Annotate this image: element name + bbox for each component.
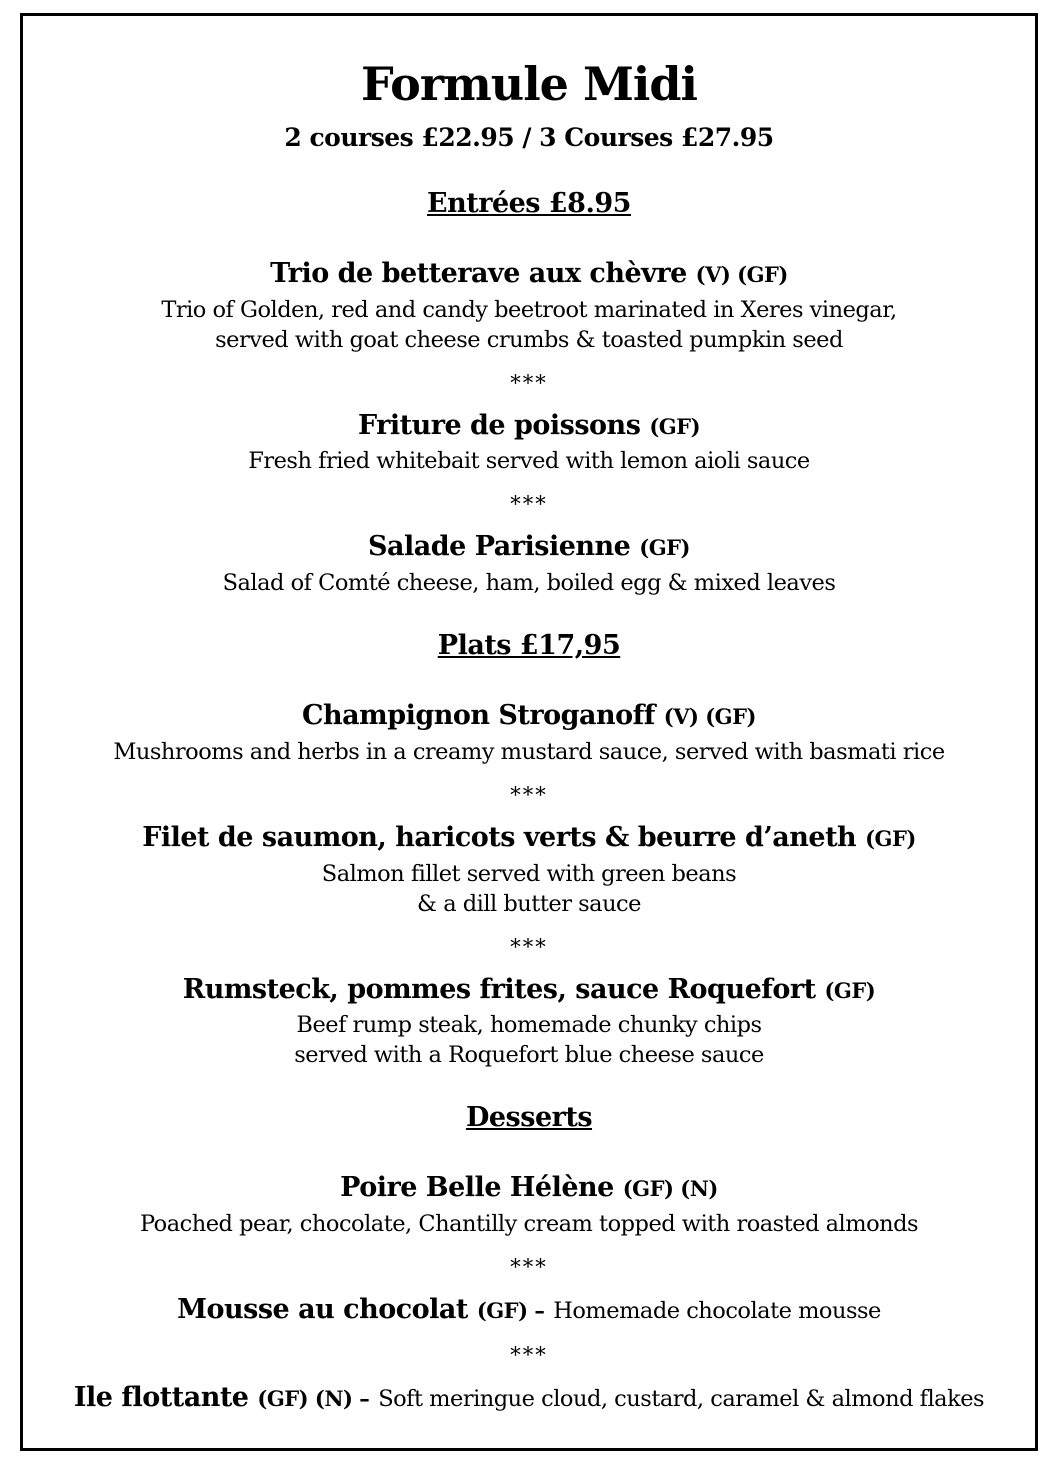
section-heading-entrees: Entrées £8.95: [427, 187, 631, 219]
item-dietary-tags: (V) (GF): [695, 261, 788, 287]
item-dietary-tags: (V) (GF): [663, 704, 756, 730]
section-desserts: [53, 1102, 1005, 1133]
menu-item-ile-flottante: [53, 1381, 1005, 1415]
item-separator: ***: [510, 370, 548, 395]
item-dietary-tags: (GF): [639, 535, 690, 561]
menu-item-friture-de-poissons: [53, 409, 1005, 477]
item-name: Rumsteck, pommes frites, sauce Roquefort: [182, 973, 816, 1005]
section-heading-desserts: Desserts: [465, 1102, 593, 1134]
item-description: Mushrooms and herbs in a creamy mustard sauce, served with basmati rice: [113, 738, 945, 765]
item-name: Champignon Stroganoff: [302, 700, 655, 732]
menu-item-filet-de-saumon: [53, 821, 1005, 919]
item-description: Trio of Golden, red and candy beetroot marinated in Xeres vinegar, served with goat cheese crumbs & toasted pumpkin seed: [161, 296, 897, 353]
item-dietary-tags: (GF): [865, 825, 916, 851]
item-separator: ***: [510, 934, 548, 959]
item-dietary-tags: (GF): [824, 977, 876, 1003]
menu-item-mousse-au-chocolat: [53, 1293, 1005, 1327]
item-description: Salmon fillet served with green beans & a dill butter sauce: [321, 860, 737, 917]
menu-item-trio-de-betterave: [53, 257, 1005, 355]
page-title: Formule Midi: [361, 57, 697, 111]
item-name: Ile flottante: [73, 1381, 249, 1413]
item-dietary-tags: (GF) (N): [622, 1176, 718, 1202]
item-separator: ***: [510, 1342, 548, 1367]
section-plats: [53, 630, 1005, 661]
item-description: Fresh fried whitebait served with lemon aioli sauce: [248, 448, 810, 475]
item-name: Mousse au chocolat: [177, 1294, 468, 1326]
item-description: Beef rump steak, homemade chunky chips served with a Roquefort blue cheese sauce: [294, 1012, 764, 1069]
item-description: Homemade chocolate mousse: [553, 1298, 881, 1325]
menu-item-champignon-stroganoff: [53, 699, 1005, 767]
item-name: Poire Belle Hélène: [340, 1172, 614, 1204]
menu-page-frame: [20, 13, 1038, 1451]
section-entrees: [53, 188, 1005, 219]
menu-item-rumsteck: [53, 973, 1005, 1071]
item-name: Salade Parisienne: [368, 531, 631, 563]
menu-content: [23, 16, 1035, 1415]
item-dietary-tags: (GF) –: [476, 1298, 545, 1324]
item-name: Friture de poissons: [357, 409, 641, 441]
item-description: Poached pear, chocolate, Chantilly cream topped with roasted almonds: [139, 1211, 919, 1238]
item-dietary-tags: (GF): [649, 413, 701, 439]
item-separator: ***: [510, 782, 548, 807]
item-separator: ***: [510, 492, 548, 517]
section-heading-plats: Plats £17,95: [437, 630, 621, 662]
item-description: Soft meringue cloud, custard, caramel & almond flakes: [378, 1385, 985, 1412]
item-name: Trio de betterave aux chèvre: [270, 257, 687, 289]
menu-item-salade-parisienne: [53, 530, 1005, 598]
item-description: Salad of Comté cheese, ham, boiled egg & mixed leaves: [222, 570, 836, 597]
item-separator: ***: [510, 1255, 548, 1280]
item-name: Filet de saumon, haricots verts & beurre d’aneth: [142, 821, 857, 853]
menu-item-poire-belle-helene: [53, 1171, 1005, 1239]
page-subtitle: 2 courses £22.95 / 3 Courses £27.95: [284, 122, 774, 152]
item-dietary-tags: (GF) (N) –: [257, 1385, 370, 1411]
